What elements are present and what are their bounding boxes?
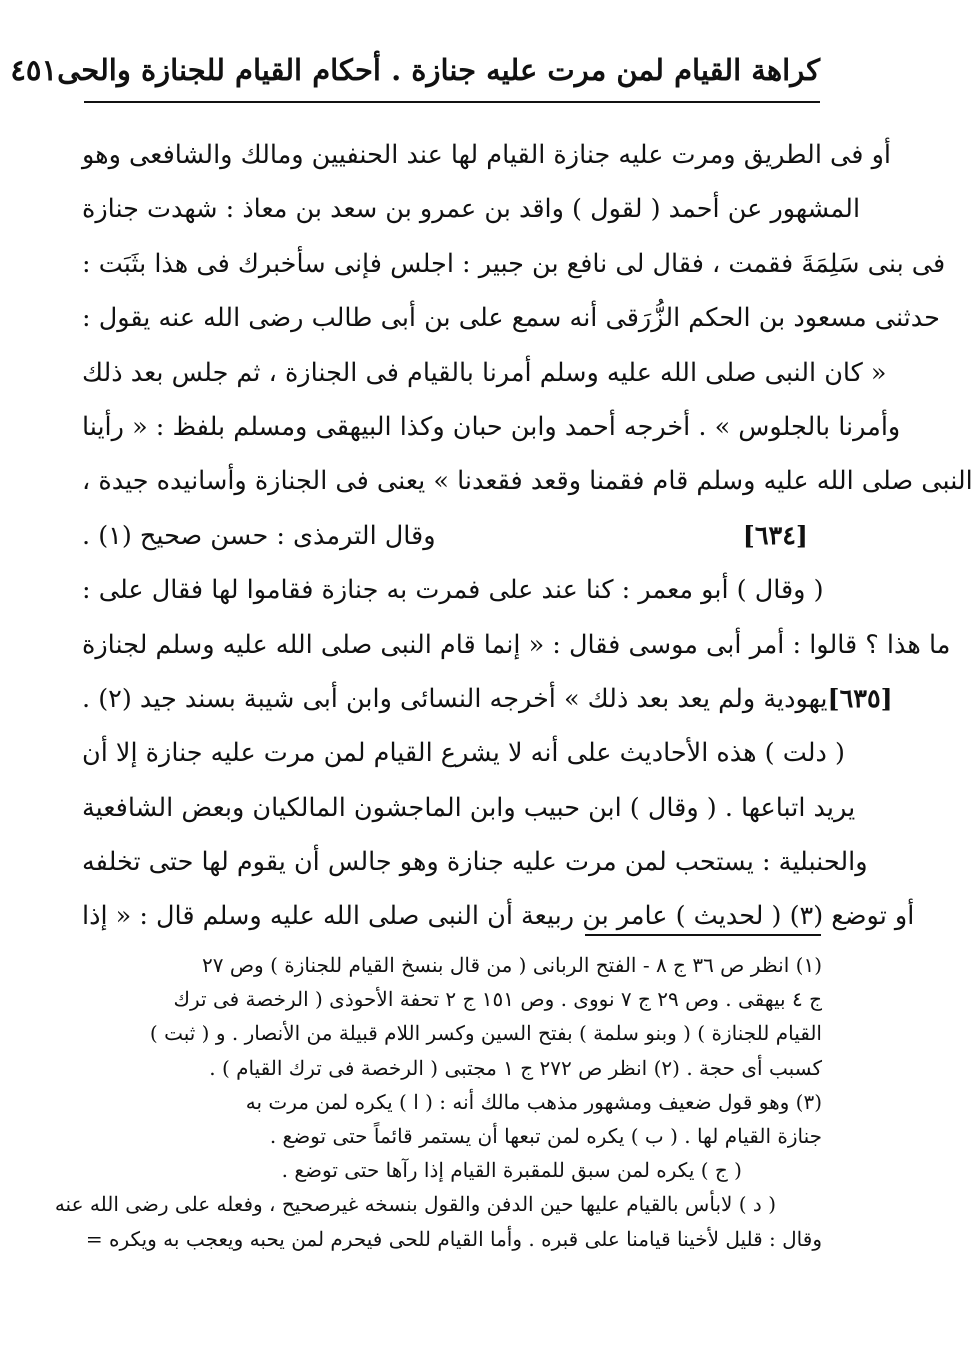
page-header — [10, 42, 820, 98]
footnote-line: (٣) وهو قول ضعيف ومشهور مذهب مالك أنه : ( ا ) يكره لمن مرت به — [245, 1089, 822, 1114]
footnote-line: ج ٤ بيهقى . وص ٢٩ ج ٧ نووى . وص ١٥١ ج ٢ تحفة الأحوذى ( الرخصة فى ترك — [173, 987, 822, 1012]
text-line: ما هذا ؟ قالوا : أمر أبى موسى فقال : « إنما قام النبى صلى الله عليه وسلم لجنازة — [82, 629, 951, 660]
footnote-line: ( د ) لابأس بالقيام عليها حين الدفن والقول بنسخه غيرصحيح ، وفعله على رضى الله عنه — [54, 1192, 776, 1217]
text-line: يريد اتباعها . ( وقال ) ابن حبيب وابن الماجشون المالكيان وبعض الشافعية — [82, 792, 856, 823]
text-line: ( دلت ) هذه الأحاديث على أنه لا يشرع القيام لمن مرت عليه جنازة إلا أن — [82, 738, 845, 769]
text-line: والحنبلية : يستحب لمن مرت عليه جنازة وهو جالس أن يقوم لها حتى تخلفه — [82, 847, 868, 878]
footnote-line: وقال : قليل لأخينا قيامنا على قبره . وأما القيام للحى فيحرم لمن يحبه ويعجب به ويكره = — [85, 1226, 822, 1251]
text-line: وأمرنا بالجلوس » . أخرجه أحمد وابن حبان وكذا البيهقى ومسلم بلفظ : « رأينا — [82, 411, 901, 442]
footnote-rule — [585, 934, 821, 936]
footnote-line: ( ج ) يكره لمن سبق للمقبرة القيام إذا رآها حتى توضع . — [281, 1158, 742, 1183]
footnote-line: (١) انظر ص ٣٦ ج ٨ - الفتح الربانى ( من قال بنسخ القيام للجنازة ) وص ٢٧ — [202, 953, 822, 977]
footnote-line: جنازة القيام لها . ( ب ) يكره لمن تبعها أن يستمر قائماً حتى توضع . — [269, 1123, 822, 1148]
hadith-number: [٦٣٥] — [827, 683, 893, 714]
page-number: ٤٥١ — [10, 53, 58, 87]
text-line: النبى صلى الله عليه وسلم قام فقمنا وقعد فقعدنا » يعنى فى الجنازة وأسانيده جيدة ، — [82, 466, 973, 497]
text-line: فى بنى سَلِمَةَ فقمت ، فقال لى نافع بن جبير : اجلس فإنى سأخبرك فى هذا بثَبَت : — [82, 248, 946, 279]
text-line: ( وقال ) أبو معمر : كنا عند على فمرت به جنازة فقاموا لها فقال على : — [82, 575, 824, 606]
text-line: أو فى الطريق ومرت عليه جنازة القيام لها عند الحنفيين ومالك والشافعى وهو — [82, 140, 891, 170]
text-line: يهودية ولم يعد بعد ذلك » أخرجه النسائى وابن أبى شيبة بسند جيد (٢) . [٦٣٥] — [82, 672, 820, 726]
running-title: كراهة القيام لمن مرت عليه جنازة . أحكام القيام للجنازة والحى — [57, 53, 820, 87]
text-line: أو توضع (٣) ( لحديث ) عامر بن ربيعة أن النبى صلى الله عليه وسلم قال : « إذا — [82, 901, 915, 932]
footnote-line: القيام للجنازة ) ( وبنو سلمة ) بفتح السين وكسر اللام قبيلة من الأنصار . و ( ثبت ) — [149, 1021, 822, 1046]
text-line: المشهور عن أحمد ( لقول ) واقد بن عمرو بن سعد بن معاذ : شهدت جنازة — [82, 194, 861, 225]
footnote-line: كسبب أى حجة . (٢) انظر ص ٢٧٢ ج ١ مجتبى ( الرخصة فى ترك القيام ) . — [209, 1055, 822, 1080]
hadith-number: [٦٣٤] — [742, 520, 808, 551]
header-rule — [84, 101, 820, 103]
main-text — [82, 128, 973, 944]
text-line: « كان النبى صلى الله عليه وسلم أمرنا بالقيام فى الجنازة ، ثم جلس بعد ذلك — [82, 357, 887, 388]
text-line: وقال الترمذى : حسن صحيح (١) . [٦٣٤] — [82, 509, 820, 563]
footnotes — [54, 948, 822, 1256]
text-line: حدثنى مسعود بن الحكم الزُّرَقى أنه سمع على بن أبى طالب رضى الله عنه يقول : — [82, 303, 940, 334]
